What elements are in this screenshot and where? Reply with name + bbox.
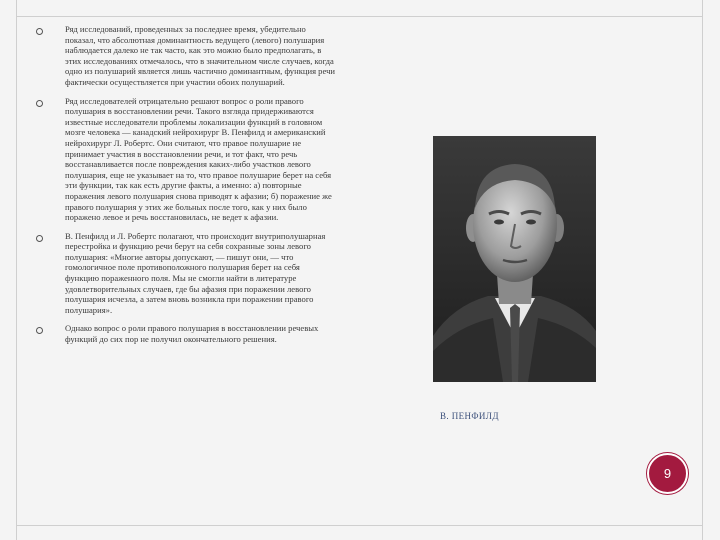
page-number-badge: 9 bbox=[647, 453, 688, 494]
bullet-circle-icon bbox=[36, 28, 43, 35]
bullet-circle-icon bbox=[36, 327, 43, 334]
frame-line-bottom bbox=[16, 525, 703, 526]
list-item bbox=[36, 323, 336, 344]
frame-line-left bbox=[16, 0, 17, 540]
bullet-circle-icon bbox=[36, 100, 43, 107]
list-item bbox=[36, 24, 336, 88]
list-item bbox=[36, 96, 336, 223]
frame-line-top bbox=[16, 16, 703, 17]
list-item bbox=[36, 231, 336, 316]
bullet-text: В. Пенфилд и Л. Робертс полагают, что происходит внутриполушарная перестройка и функцию речи берут на себя сохранные зоны левого полушария: «Многие авторы допускают, — пишут они, — что гомологичное поле противоположного полушария берет на себя функцию пораженного поля. Мы не смогли найти в литературе удовлетворительных случаев, где бы афазия при поражении левого полушария исчезла, а затем вновь возникла при поражении правого полушария». bbox=[65, 230, 326, 315]
photo-caption: В. ПЕНФИЛД bbox=[440, 411, 499, 421]
bullet-text: Однако вопрос о роли правого полушария в восстановлении речевых функций до сих пор не получил окончательного решения. bbox=[65, 323, 319, 345]
portrait-illustration bbox=[433, 136, 596, 382]
bullet-text: Ряд исследователей отрицательно решают вопрос о роли правого полушария в восстановлении речи. Такого взгляда придерживаются известные исследователи проблемы локализации функций в головном мозге человека — канадский нейрохирург В. Пенфилд и американский нейрохирург Л. Робертс. Они считают, что правое полушарие не принимает участия в восстановлении речи, и тот факт, что речь восстанавливается после повреждения каких-либо участков левого полушария, еще не указывает на то, что правое полушарие берет на себя эти функции, так как есть другие факты, а именно: а) повторные поражения левого полушария снова приводят к афазии; б) поражение же правого полушария у этих же больных после того, как у них было поражено левое и речь восстановилась, не ведет к афазии. bbox=[65, 95, 332, 223]
portrait-photo bbox=[433, 136, 596, 382]
bullet-circle-icon bbox=[36, 235, 43, 242]
frame-line-right bbox=[702, 0, 703, 540]
bullet-list bbox=[36, 24, 336, 353]
bullet-text: Ряд исследований, проведенных за последнее время, убедительно показал, что абсолютная доминантность ведущего (левого) полушария наблюдается далеко не так часто, как это можно было предполагать, в этих исследованиях отмечалось, что в значительном числе случаев, когда одно из полушарий является лишь частично доминантным, функция речи фактически осуществляется при участии обоих полушарий. bbox=[65, 24, 335, 87]
